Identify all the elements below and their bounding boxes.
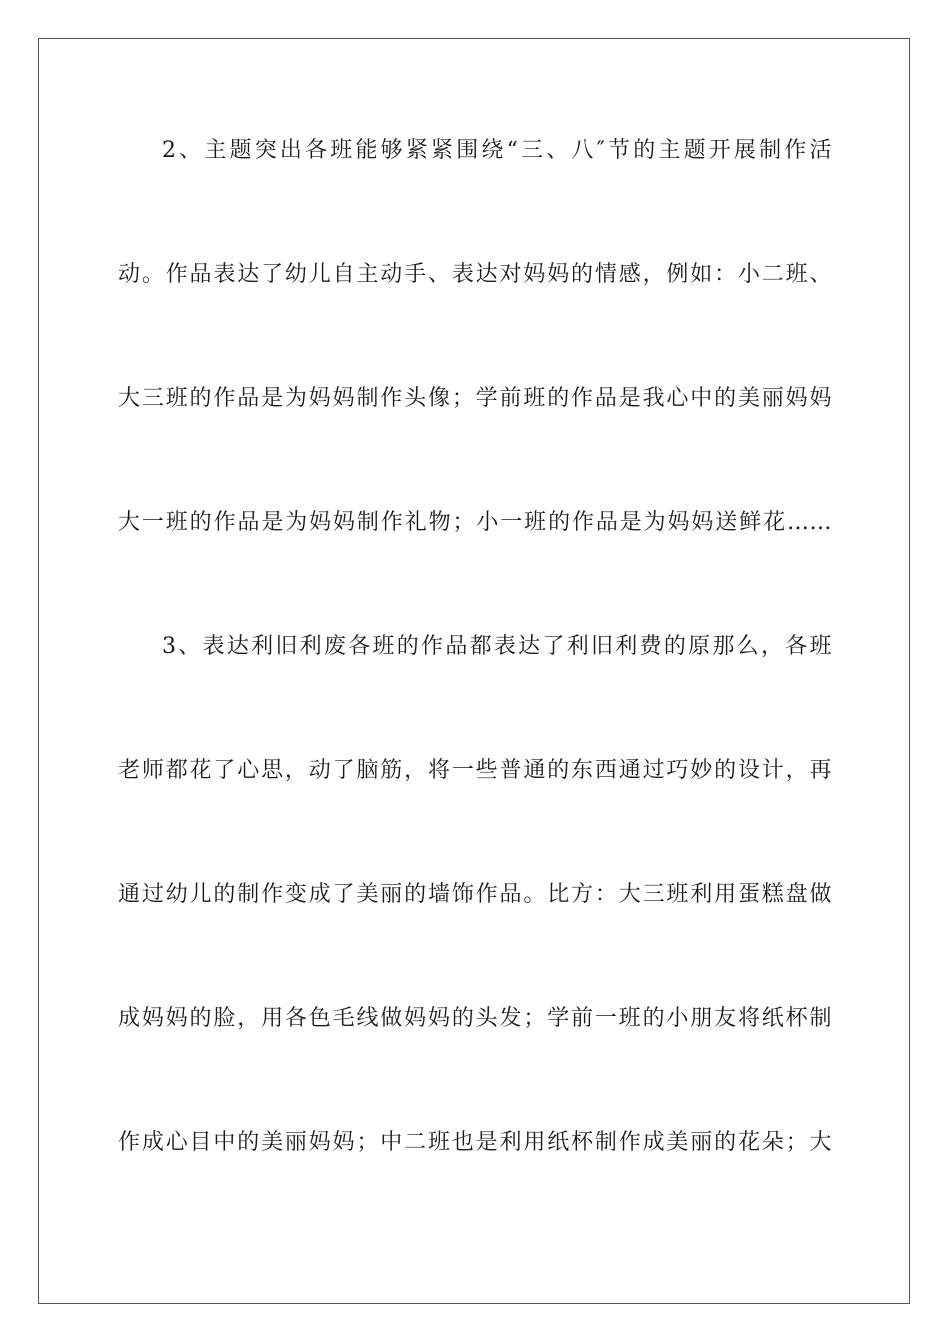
page-border <box>38 38 910 1304</box>
paragraph-2-line-4: 大一班的作品是为妈妈制作礼物；小一班的作品是为妈妈送鲜花…… <box>118 510 832 535</box>
paragraph-3-line-5: 作成心目中的美丽妈妈；中二班也是利用纸杯制作成美丽的花朵；大 <box>118 1130 832 1155</box>
paragraph-3-line-1: 3、表达利旧利废各班的作品都表达了利旧利费的原那么，各班 <box>162 634 832 659</box>
paragraph-2-line-2: 动。作品表达了幼儿自主动手、表达对妈妈的情感，例如：小二班、 <box>118 262 832 287</box>
paragraph-3-line-4: 成妈妈的脸，用各色毛线做妈妈的头发；学前一班的小朋友将纸杯制 <box>118 1006 832 1031</box>
paragraph-3-line-3: 通过幼儿的制作变成了美丽的墙饰作品。比方：大三班利用蛋糕盘做 <box>118 882 832 907</box>
paragraph-2-line-1: 2、主题突出各班能够紧紧围绕“三、八″节的主题开展制作活 <box>162 138 832 163</box>
paragraph-3-line-2: 老师都花了心思，动了脑筋，将一些普通的东西通过巧妙的设计，再 <box>118 758 832 783</box>
paragraph-2-line-3: 大三班的作品是为妈妈制作头像；学前班的作品是我心中的美丽妈妈 <box>118 386 832 411</box>
